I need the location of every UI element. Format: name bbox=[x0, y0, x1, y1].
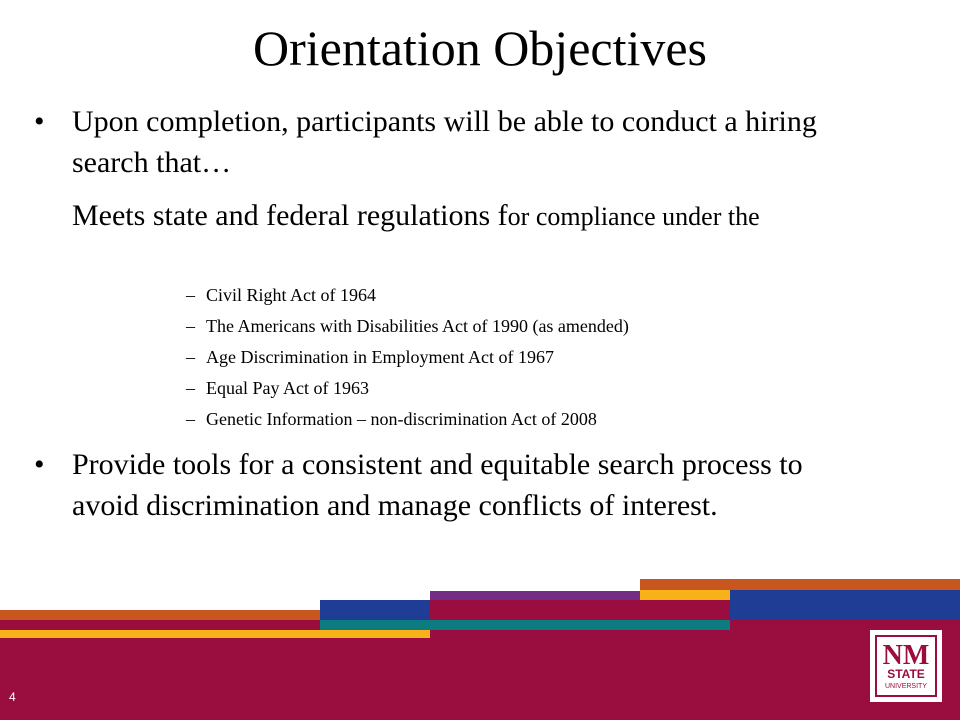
band-blue-mid bbox=[320, 600, 430, 620]
act-item bbox=[186, 315, 629, 346]
act-item-text: Equal Pay Act of 1963 bbox=[206, 378, 369, 398]
svg-text:NM: NM bbox=[882, 640, 930, 671]
act-item-text: Genetic Information – non-discrimination Act of 2008 bbox=[206, 409, 597, 429]
dash-icon: – bbox=[186, 316, 195, 336]
nmsu-logo-icon bbox=[870, 630, 942, 702]
band-orange-left bbox=[0, 610, 320, 620]
band-teal-mid bbox=[320, 620, 730, 630]
svg-text:STATE: STATE bbox=[887, 667, 925, 681]
dash-icon: – bbox=[186, 285, 195, 305]
dash-icon: – bbox=[186, 347, 195, 367]
act-item bbox=[186, 346, 629, 377]
bullet-completion-text: Upon completion, participants will be able to conduct a hiring search that… bbox=[72, 105, 817, 179]
bullet-completion bbox=[34, 101, 864, 183]
band-gold-left bbox=[0, 630, 430, 638]
band-maroon-left bbox=[0, 620, 320, 630]
regulations-text: Meets state and federal regulations f bbox=[72, 199, 508, 232]
svg-text:UNIVERSITY: UNIVERSITY bbox=[884, 683, 928, 690]
slide-title: Orientation Objectives bbox=[252, 20, 708, 76]
bullet-tools-text: Provide tools for a consistent and equitable search process to avoid discrimination and manage conflicts of interest. bbox=[72, 448, 803, 522]
band-maroon-right-small bbox=[640, 600, 730, 620]
bullet-tools bbox=[34, 444, 864, 526]
act-item-text: Civil Right Act of 1964 bbox=[206, 285, 377, 305]
page-number: 4 bbox=[9, 690, 16, 704]
footer-maroon-left bbox=[0, 638, 430, 720]
band-blue-right bbox=[730, 590, 960, 620]
acts-list bbox=[186, 284, 629, 439]
band-maroon-right bbox=[730, 620, 960, 630]
dash-icon: – bbox=[186, 378, 195, 398]
band-orange-right bbox=[640, 579, 960, 590]
regulations-text-small: or compliance under the bbox=[507, 202, 760, 231]
act-item bbox=[186, 377, 629, 408]
act-item bbox=[186, 284, 629, 315]
bullet-dot-icon: • bbox=[34, 105, 45, 138]
act-item bbox=[186, 408, 629, 439]
bullet-dot-icon: • bbox=[34, 448, 45, 481]
dash-icon: – bbox=[186, 409, 195, 429]
nmsu-logo bbox=[870, 630, 942, 702]
act-item-text: Age Discrimination in Employment Act of 1967 bbox=[206, 347, 554, 367]
act-item-text: The Americans with Disabilities Act of 1990 (as amended) bbox=[206, 316, 629, 336]
band-maroon-mid bbox=[430, 600, 640, 620]
band-purple-top bbox=[430, 591, 640, 600]
band-gold-right bbox=[640, 590, 730, 600]
regulations-paragraph bbox=[72, 198, 862, 235]
